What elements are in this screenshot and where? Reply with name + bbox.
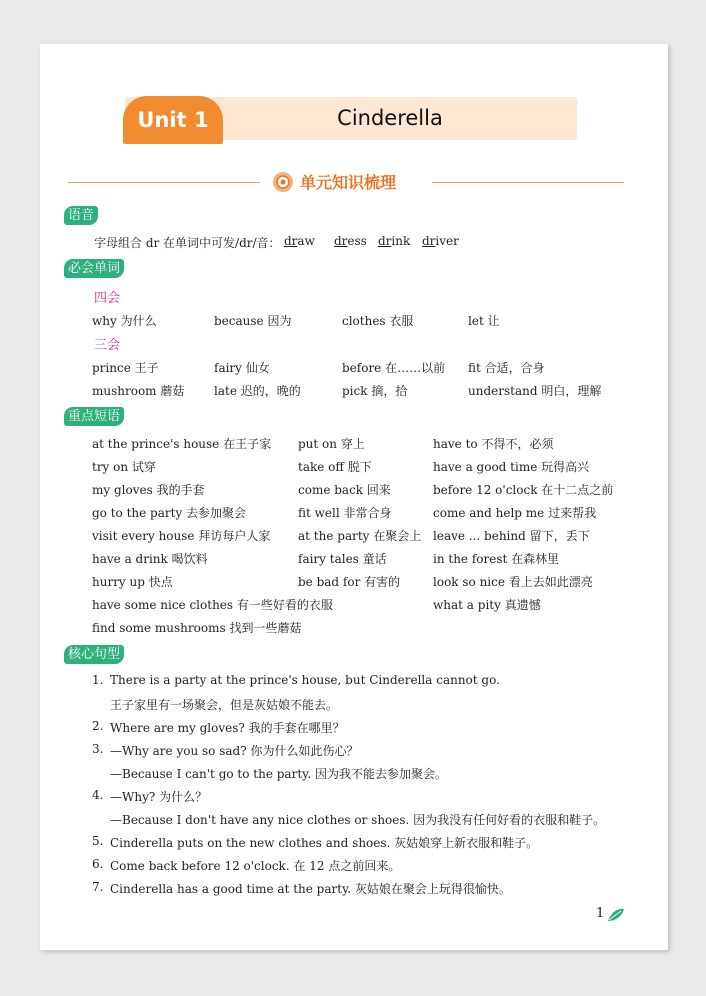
phonics-word-1: draw xyxy=(284,234,315,248)
word-item: clothes 衣服 xyxy=(342,314,414,328)
page-number: 1 xyxy=(596,906,605,921)
word-item: because 因为 xyxy=(214,314,292,328)
phrase-item: what a pity 真遗憾 xyxy=(433,598,541,612)
sentence-number: 7. xyxy=(92,880,104,894)
leaf-icon xyxy=(606,906,626,924)
sentence-text: —Because I don't have any nice clothes or shoes. 因为我没有任何好看的衣服和鞋子。 xyxy=(110,813,606,827)
divider-left xyxy=(68,182,260,183)
section-title: 单元知识梳理 xyxy=(300,173,397,192)
sentence-text: Come back before 12 o'clock. 在 12 点之前回来。 xyxy=(110,859,401,873)
phrase-item: take off 脱下 xyxy=(298,460,372,474)
word-item: late 迟的，晚的 xyxy=(214,384,301,398)
phrase-item: before 12 o'clock 在十二点之前 xyxy=(433,483,614,497)
phrase-item: have a drink 喝饮料 xyxy=(92,552,208,566)
phrase-item: at the party 在聚会上 xyxy=(298,529,422,543)
phrase-item: try on 试穿 xyxy=(92,460,156,474)
phrase-item: be bad for 有害的 xyxy=(298,575,401,589)
word-item: prince 王子 xyxy=(92,361,159,375)
phrase-item: look so nice 看上去如此漂亮 xyxy=(433,575,593,589)
phrase-item: go to the party 去参加聚会 xyxy=(92,506,247,520)
sentence-text: 王子家里有一场聚会，但是灰姑娘不能去。 xyxy=(110,698,339,712)
word-item: fit 合适，合身 xyxy=(468,361,545,375)
word-item: let 让 xyxy=(468,314,500,328)
phrase-item: put on 穿上 xyxy=(298,437,365,451)
tag-phrases: 重点短语 xyxy=(64,407,124,426)
phrase-item: at the prince's house 在王子家 xyxy=(92,437,272,451)
word-item: fairy 仙女 xyxy=(214,361,270,375)
phonics-intro: 字母组合 dr 在单词中可发/dr/音： xyxy=(94,236,281,250)
divider-right xyxy=(432,182,624,183)
sentence-text: —Because I can't go to the party. 因为我不能去参加聚会。 xyxy=(110,767,447,781)
phonics-word-2: dress xyxy=(334,234,367,248)
phonics-word-3: drink xyxy=(378,234,411,248)
phrase-item: leave ... behind 留下，丢下 xyxy=(433,529,590,543)
sentence-number: 4. xyxy=(92,788,104,802)
word-item: understand 明白，理解 xyxy=(468,384,602,398)
tag-phonics: 语音 xyxy=(64,206,98,225)
sentence-number: 6. xyxy=(92,857,104,871)
flower-icon xyxy=(272,171,294,193)
phrase-item: have some nice clothes 有一些好看的衣服 xyxy=(92,598,333,612)
unit-badge: Unit 1 xyxy=(123,96,223,144)
word-item: why 为什么 xyxy=(92,314,157,328)
phrase-item: fairy tales 童话 xyxy=(298,552,387,566)
phonics-word-4: driver xyxy=(422,234,459,248)
phrase-item: hurry up 快点 xyxy=(92,575,173,589)
word-item: mushroom 蘑菇 xyxy=(92,384,185,398)
phrase-item: come back 回来 xyxy=(298,483,391,497)
phrase-item: find some mushrooms 找到一些蘑菇 xyxy=(92,621,302,635)
sentence-text: —Why? 为什么？ xyxy=(110,790,208,804)
sentence-number: 1. xyxy=(92,673,104,687)
sentence-text: There is a party at the prince's house, but Cinderella cannot go. xyxy=(110,673,500,687)
sentence-number: 2. xyxy=(92,719,104,733)
sentence-text: Where are my gloves? 我的手套在哪里？ xyxy=(110,721,345,735)
phrase-item: visit every house 拜访每户人家 xyxy=(92,529,271,543)
phrase-item: have to 不得不，必须 xyxy=(433,437,554,451)
subheading-four-skills: 四会 xyxy=(94,291,121,306)
phrase-item: come and help me 过来帮我 xyxy=(433,506,597,520)
phrase-item: my gloves 我的手套 xyxy=(92,483,205,497)
sentence-text: Cinderella has a good time at the party. 灰姑娘在聚会上玩得很愉快。 xyxy=(110,882,511,896)
phrase-item: fit well 非常合身 xyxy=(298,506,392,520)
sentence-number: 3. xyxy=(92,742,104,756)
unit-title: Cinderella xyxy=(337,106,443,130)
phrase-item: in the forest 在森林里 xyxy=(433,552,560,566)
subheading-three-skills: 三会 xyxy=(94,338,121,353)
tag-words: 必会单词 xyxy=(64,259,124,278)
word-item: before 在……以前 xyxy=(342,361,446,375)
sentence-number: 5. xyxy=(92,834,104,848)
sentence-text: Cinderella puts on the new clothes and shoes. 灰姑娘穿上新衣服和鞋子。 xyxy=(110,836,539,850)
tag-sentences: 核心句型 xyxy=(64,645,124,664)
phrase-item: have a good time 玩得高兴 xyxy=(433,460,590,474)
word-item: pick 摘，拾 xyxy=(342,384,408,398)
sentence-text: —Why are you so sad? 你为什么如此伤心？ xyxy=(110,744,359,758)
